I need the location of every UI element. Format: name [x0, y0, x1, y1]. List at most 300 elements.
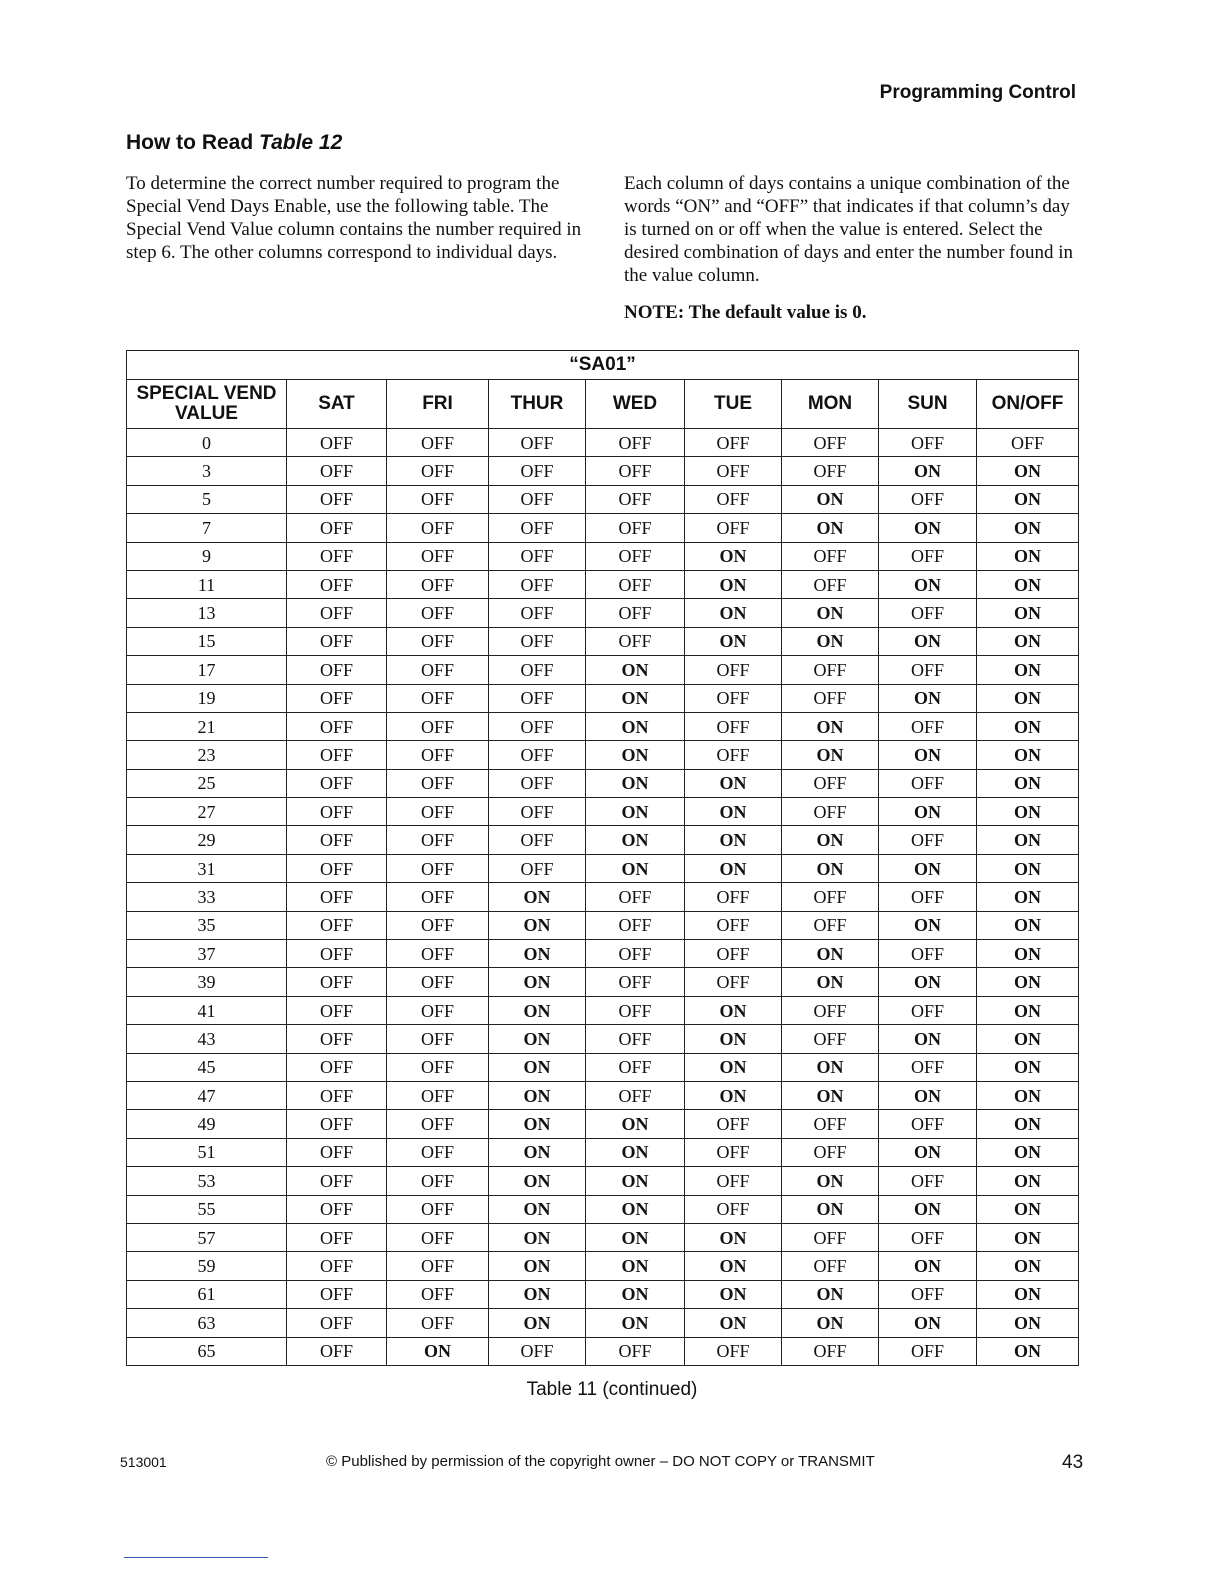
- day-cell: OFF: [489, 684, 586, 712]
- day-cell: OFF: [685, 656, 782, 684]
- day-cell: ON: [586, 741, 685, 769]
- day-cell: ON: [586, 1280, 685, 1308]
- day-cell: ON: [586, 769, 685, 797]
- value-cell: 59: [127, 1252, 287, 1280]
- default-value-note: NOTE: The default value is 0.: [624, 302, 867, 323]
- day-cell: OFF: [586, 911, 685, 939]
- day-cell: OFF: [685, 457, 782, 485]
- day-cell: OFF: [685, 968, 782, 996]
- day-cell: ON: [586, 1110, 685, 1138]
- day-cell: OFF: [387, 542, 489, 570]
- day-cell: OFF: [287, 741, 387, 769]
- day-cell: OFF: [879, 769, 977, 797]
- special-vend-table-container: [126, 350, 1079, 1366]
- day-cell: ON: [586, 798, 685, 826]
- day-cell: ON: [782, 1309, 879, 1337]
- day-cell: ON: [685, 1081, 782, 1109]
- day-cell: ON: [879, 627, 977, 655]
- day-cell: ON: [489, 883, 586, 911]
- day-cell: OFF: [287, 883, 387, 911]
- day-cell: ON: [489, 911, 586, 939]
- day-cell: ON: [685, 1309, 782, 1337]
- day-cell: ON: [977, 1195, 1079, 1223]
- day-cell: ON: [879, 1309, 977, 1337]
- day-cell: OFF: [879, 1167, 977, 1195]
- day-cell: ON: [489, 996, 586, 1024]
- day-cell: ON: [685, 769, 782, 797]
- day-cell: OFF: [387, 1252, 489, 1280]
- day-cell: ON: [977, 854, 1079, 882]
- day-cell: ON: [977, 1025, 1079, 1053]
- day-cell: OFF: [586, 1053, 685, 1081]
- table-row: [127, 769, 1079, 797]
- day-cell: OFF: [782, 542, 879, 570]
- day-cell: OFF: [586, 940, 685, 968]
- day-cell: ON: [977, 1167, 1079, 1195]
- table-row: [127, 1110, 1079, 1138]
- day-cell: ON: [879, 854, 977, 882]
- value-cell: 35: [127, 911, 287, 939]
- day-cell: ON: [879, 514, 977, 542]
- day-cell: OFF: [586, 514, 685, 542]
- day-cell: OFF: [489, 485, 586, 513]
- intro-paragraph-right: Each column of days contains a unique combination of the words “ON” and “OFF” that indicates if that column’s day is turned on or off when the value is entered. Select the desired combination of days and enter the number found in the value column.: [624, 173, 1074, 286]
- value-cell: 33: [127, 883, 287, 911]
- day-cell: OFF: [287, 1081, 387, 1109]
- day-cell: OFF: [586, 1081, 685, 1109]
- day-cell: ON: [489, 1167, 586, 1195]
- day-cell: OFF: [586, 542, 685, 570]
- table-row: [127, 712, 1079, 740]
- day-cell: OFF: [287, 429, 387, 457]
- day-cell: ON: [489, 1081, 586, 1109]
- day-cell: ON: [685, 542, 782, 570]
- day-cell: ON: [977, 769, 1079, 797]
- day-cell: ON: [977, 1252, 1079, 1280]
- day-cell: ON: [977, 1280, 1079, 1308]
- day-cell: ON: [977, 996, 1079, 1024]
- day-cell: ON: [879, 1252, 977, 1280]
- day-cell: OFF: [387, 854, 489, 882]
- day-cell: ON: [977, 741, 1079, 769]
- day-cell: OFF: [586, 968, 685, 996]
- day-cell: ON: [782, 1280, 879, 1308]
- day-cell: OFF: [387, 940, 489, 968]
- running-header: Programming Control: [879, 82, 1076, 103]
- day-cell: OFF: [489, 627, 586, 655]
- day-cell: ON: [977, 514, 1079, 542]
- day-cell: OFF: [387, 712, 489, 740]
- day-cell: ON: [685, 854, 782, 882]
- day-cell: OFF: [387, 429, 489, 457]
- day-cell: ON: [977, 656, 1079, 684]
- day-cell: ON: [586, 1167, 685, 1195]
- table-row: [127, 542, 1079, 570]
- day-cell: OFF: [879, 542, 977, 570]
- column-header: THUR: [489, 380, 586, 429]
- day-cell: OFF: [782, 1138, 879, 1166]
- day-cell: OFF: [387, 1110, 489, 1138]
- day-cell: OFF: [287, 1337, 387, 1365]
- value-cell: 45: [127, 1053, 287, 1081]
- day-cell: OFF: [586, 883, 685, 911]
- day-cell: ON: [977, 1337, 1079, 1365]
- day-cell: OFF: [782, 429, 879, 457]
- day-cell: ON: [977, 1138, 1079, 1166]
- day-cell: OFF: [782, 911, 879, 939]
- day-cell: OFF: [782, 1337, 879, 1365]
- day-cell: ON: [586, 1309, 685, 1337]
- value-cell: 41: [127, 996, 287, 1024]
- day-cell: OFF: [879, 996, 977, 1024]
- table-row: [127, 429, 1079, 457]
- day-cell: OFF: [387, 570, 489, 598]
- day-cell: OFF: [287, 911, 387, 939]
- heading-prefix: How to Read: [126, 131, 260, 154]
- value-cell: 51: [127, 1138, 287, 1166]
- day-cell: ON: [977, 1223, 1079, 1251]
- value-cell: 57: [127, 1223, 287, 1251]
- table-row: [127, 1337, 1079, 1365]
- day-cell: OFF: [879, 599, 977, 627]
- day-cell: OFF: [287, 570, 387, 598]
- bottom-rule: [124, 1557, 268, 1558]
- day-cell: ON: [685, 826, 782, 854]
- day-cell: ON: [977, 940, 1079, 968]
- day-cell: ON: [387, 1337, 489, 1365]
- day-cell: ON: [685, 1252, 782, 1280]
- day-cell: OFF: [287, 996, 387, 1024]
- table-row: [127, 1138, 1079, 1166]
- day-cell: OFF: [586, 1337, 685, 1365]
- day-cell: OFF: [287, 1053, 387, 1081]
- value-cell: 61: [127, 1280, 287, 1308]
- value-cell: 19: [127, 684, 287, 712]
- day-cell: OFF: [387, 1195, 489, 1223]
- day-cell: OFF: [387, 627, 489, 655]
- day-cell: OFF: [879, 712, 977, 740]
- day-cell: ON: [782, 627, 879, 655]
- day-cell: OFF: [489, 741, 586, 769]
- day-cell: OFF: [287, 1280, 387, 1308]
- day-cell: OFF: [287, 854, 387, 882]
- column-header: FRI: [387, 380, 489, 429]
- day-cell: OFF: [387, 741, 489, 769]
- day-cell: ON: [977, 485, 1079, 513]
- document-number: 513001: [120, 1454, 167, 1470]
- day-cell: OFF: [387, 599, 489, 627]
- day-cell: OFF: [685, 485, 782, 513]
- day-cell: OFF: [586, 457, 685, 485]
- day-cell: ON: [586, 712, 685, 740]
- value-cell: 23: [127, 741, 287, 769]
- table-row: [127, 656, 1079, 684]
- day-cell: OFF: [287, 1138, 387, 1166]
- value-cell: 9: [127, 542, 287, 570]
- day-cell: ON: [489, 1053, 586, 1081]
- value-cell: 27: [127, 798, 287, 826]
- table-row: [127, 1309, 1079, 1337]
- day-cell: OFF: [387, 656, 489, 684]
- day-cell: ON: [586, 1252, 685, 1280]
- day-cell: OFF: [287, 485, 387, 513]
- day-cell: OFF: [685, 883, 782, 911]
- table-row: [127, 1025, 1079, 1053]
- day-cell: ON: [977, 570, 1079, 598]
- value-cell: 43: [127, 1025, 287, 1053]
- value-cell: 31: [127, 854, 287, 882]
- day-cell: ON: [586, 1138, 685, 1166]
- day-cell: OFF: [387, 514, 489, 542]
- day-cell: OFF: [387, 798, 489, 826]
- table-row: [127, 627, 1079, 655]
- table-row: [127, 1167, 1079, 1195]
- day-cell: OFF: [782, 570, 879, 598]
- day-cell: OFF: [387, 457, 489, 485]
- value-cell: 21: [127, 712, 287, 740]
- value-cell: 63: [127, 1309, 287, 1337]
- day-cell: ON: [879, 741, 977, 769]
- table-row: [127, 798, 1079, 826]
- day-cell: OFF: [287, 1025, 387, 1053]
- day-cell: ON: [977, 1053, 1079, 1081]
- day-cell: OFF: [879, 429, 977, 457]
- day-cell: ON: [879, 1025, 977, 1053]
- day-cell: ON: [977, 883, 1079, 911]
- day-cell: ON: [489, 1195, 586, 1223]
- day-cell: ON: [586, 656, 685, 684]
- value-cell: 49: [127, 1110, 287, 1138]
- day-cell: OFF: [879, 1110, 977, 1138]
- day-cell: OFF: [782, 1252, 879, 1280]
- value-cell: 0: [127, 429, 287, 457]
- day-cell: ON: [685, 570, 782, 598]
- day-cell: OFF: [586, 599, 685, 627]
- day-cell: ON: [879, 1138, 977, 1166]
- day-cell: ON: [782, 1167, 879, 1195]
- day-cell: OFF: [489, 457, 586, 485]
- day-cell: OFF: [782, 883, 879, 911]
- day-cell: ON: [782, 1195, 879, 1223]
- day-cell: OFF: [782, 996, 879, 1024]
- day-cell: ON: [977, 599, 1079, 627]
- day-cell: ON: [879, 911, 977, 939]
- day-cell: OFF: [387, 826, 489, 854]
- day-cell: ON: [489, 1252, 586, 1280]
- day-cell: OFF: [287, 1309, 387, 1337]
- value-cell: 53: [127, 1167, 287, 1195]
- day-cell: OFF: [287, 599, 387, 627]
- day-cell: ON: [977, 1309, 1079, 1337]
- day-cell: OFF: [782, 457, 879, 485]
- day-cell: ON: [685, 1223, 782, 1251]
- day-cell: OFF: [387, 1223, 489, 1251]
- table-row: [127, 826, 1079, 854]
- day-cell: OFF: [685, 940, 782, 968]
- column-header: SPECIAL VEND VALUE: [127, 380, 287, 429]
- day-cell: ON: [782, 1081, 879, 1109]
- day-cell: OFF: [287, 542, 387, 570]
- day-cell: ON: [782, 485, 879, 513]
- day-cell: ON: [489, 1309, 586, 1337]
- day-cell: OFF: [489, 769, 586, 797]
- column-header: SAT: [287, 380, 387, 429]
- value-cell: 25: [127, 769, 287, 797]
- table-row: [127, 1053, 1079, 1081]
- day-cell: OFF: [387, 883, 489, 911]
- day-cell: OFF: [489, 570, 586, 598]
- day-cell: OFF: [387, 1280, 489, 1308]
- day-cell: OFF: [782, 1223, 879, 1251]
- day-cell: OFF: [782, 1110, 879, 1138]
- day-cell: ON: [489, 1280, 586, 1308]
- day-cell: ON: [879, 457, 977, 485]
- day-cell: OFF: [387, 1081, 489, 1109]
- day-cell: ON: [879, 1081, 977, 1109]
- day-cell: OFF: [287, 968, 387, 996]
- day-cell: OFF: [685, 911, 782, 939]
- day-cell: OFF: [287, 769, 387, 797]
- value-cell: 29: [127, 826, 287, 854]
- day-cell: ON: [782, 1053, 879, 1081]
- day-cell: ON: [586, 854, 685, 882]
- day-cell: OFF: [387, 1167, 489, 1195]
- value-cell: 17: [127, 656, 287, 684]
- table-row: [127, 1081, 1079, 1109]
- day-cell: OFF: [879, 883, 977, 911]
- day-cell: ON: [685, 1053, 782, 1081]
- day-cell: OFF: [287, 1223, 387, 1251]
- value-cell: 65: [127, 1337, 287, 1365]
- day-cell: ON: [879, 684, 977, 712]
- day-cell: OFF: [586, 485, 685, 513]
- day-cell: OFF: [879, 1337, 977, 1365]
- day-cell: OFF: [879, 1223, 977, 1251]
- table-row: [127, 1280, 1079, 1308]
- day-cell: OFF: [489, 854, 586, 882]
- day-cell: ON: [489, 1223, 586, 1251]
- value-cell: 5: [127, 485, 287, 513]
- day-cell: ON: [977, 627, 1079, 655]
- column-header: ON/OFF: [977, 380, 1079, 429]
- page-number: 43: [1062, 1452, 1084, 1473]
- day-cell: OFF: [287, 1195, 387, 1223]
- table-title: “SA01”: [127, 351, 1079, 380]
- table-row: [127, 457, 1079, 485]
- day-cell: OFF: [685, 1167, 782, 1195]
- value-cell: 15: [127, 627, 287, 655]
- day-cell: OFF: [489, 542, 586, 570]
- day-cell: OFF: [489, 429, 586, 457]
- table-body: [127, 429, 1079, 1366]
- day-cell: ON: [782, 741, 879, 769]
- day-cell: ON: [685, 1025, 782, 1053]
- day-cell: ON: [977, 684, 1079, 712]
- day-cell: OFF: [287, 656, 387, 684]
- day-cell: OFF: [879, 485, 977, 513]
- day-cell: OFF: [387, 996, 489, 1024]
- day-cell: OFF: [287, 940, 387, 968]
- table-row: [127, 1223, 1079, 1251]
- day-cell: ON: [685, 599, 782, 627]
- table-row: [127, 883, 1079, 911]
- day-cell: ON: [782, 599, 879, 627]
- day-cell: OFF: [782, 769, 879, 797]
- day-cell: OFF: [685, 1195, 782, 1223]
- day-cell: OFF: [782, 1025, 879, 1053]
- heading-table-ref: Table 12: [259, 131, 343, 154]
- intro-paragraph-left: To determine the correct number required to program the Special Vend Days Enable, use the following table. The Special Vend Value column contains the number required in step 6. The other columns correspond to individual days.: [126, 173, 582, 263]
- day-cell: OFF: [879, 1053, 977, 1081]
- day-cell: OFF: [586, 996, 685, 1024]
- day-cell: OFF: [387, 1309, 489, 1337]
- day-cell: OFF: [287, 1167, 387, 1195]
- day-cell: OFF: [782, 798, 879, 826]
- day-cell: ON: [977, 826, 1079, 854]
- day-cell: ON: [977, 911, 1079, 939]
- value-cell: 37: [127, 940, 287, 968]
- value-cell: 3: [127, 457, 287, 485]
- column-header: SUN: [879, 380, 977, 429]
- day-cell: ON: [685, 798, 782, 826]
- day-cell: ON: [685, 1280, 782, 1308]
- day-cell: OFF: [387, 1025, 489, 1053]
- day-cell: ON: [977, 1110, 1079, 1138]
- day-cell: OFF: [489, 798, 586, 826]
- day-cell: ON: [879, 1195, 977, 1223]
- table-header-row: [127, 380, 1079, 429]
- day-cell: ON: [685, 627, 782, 655]
- day-cell: ON: [586, 826, 685, 854]
- day-cell: OFF: [489, 656, 586, 684]
- table-row: [127, 570, 1079, 598]
- day-cell: OFF: [287, 514, 387, 542]
- table-row: [127, 599, 1079, 627]
- day-cell: ON: [977, 798, 1079, 826]
- table-row: [127, 684, 1079, 712]
- day-cell: ON: [586, 1223, 685, 1251]
- day-cell: ON: [489, 968, 586, 996]
- day-cell: ON: [977, 968, 1079, 996]
- day-cell: OFF: [586, 1025, 685, 1053]
- day-cell: ON: [879, 570, 977, 598]
- day-cell: OFF: [782, 656, 879, 684]
- value-cell: 13: [127, 599, 287, 627]
- day-cell: ON: [586, 1195, 685, 1223]
- day-cell: OFF: [685, 1337, 782, 1365]
- day-cell: OFF: [287, 1252, 387, 1280]
- day-cell: OFF: [879, 826, 977, 854]
- special-vend-table: [126, 350, 1079, 1366]
- table-row: [127, 514, 1079, 542]
- day-cell: OFF: [287, 457, 387, 485]
- day-cell: ON: [586, 684, 685, 712]
- day-cell: OFF: [387, 684, 489, 712]
- column-header: TUE: [685, 380, 782, 429]
- day-cell: OFF: [387, 968, 489, 996]
- day-cell: OFF: [685, 684, 782, 712]
- day-cell: ON: [782, 854, 879, 882]
- table-caption: Table 11 (continued): [526, 1379, 698, 1400]
- day-cell: OFF: [782, 684, 879, 712]
- copyright-notice: © Published by permission of the copyright owner – DO NOT COPY or TRANSMIT: [326, 1453, 875, 1470]
- section-heading: [126, 131, 342, 155]
- table-row: [127, 854, 1079, 882]
- day-cell: OFF: [977, 429, 1079, 457]
- day-cell: ON: [977, 1081, 1079, 1109]
- value-cell: 7: [127, 514, 287, 542]
- table-row: [127, 996, 1079, 1024]
